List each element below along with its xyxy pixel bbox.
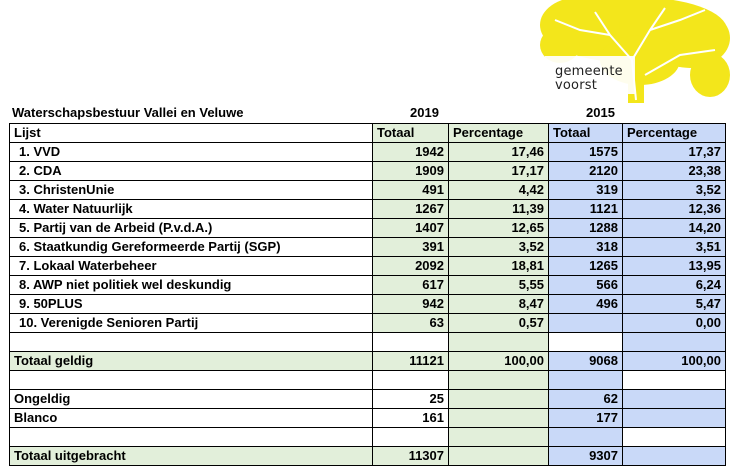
- percentage-2015: 14,20: [623, 219, 726, 238]
- table-row: [10, 238, 726, 257]
- percentage-2015: 13,95: [623, 257, 726, 276]
- spacer-cell: [549, 371, 623, 390]
- votes-2019: 63: [373, 314, 449, 333]
- column-header-totaal-2015: Totaal: [549, 124, 623, 143]
- spacer-cell: [449, 333, 549, 352]
- spacer-cell: [549, 333, 623, 352]
- votes-2019: 942: [373, 295, 449, 314]
- spacer-cell: [623, 428, 726, 447]
- table-row: [10, 143, 726, 162]
- total-valid-label: Totaal geldig: [10, 352, 373, 371]
- table-row: [10, 276, 726, 295]
- table-row: [10, 314, 726, 333]
- percentage-2019: 17,46: [449, 143, 549, 162]
- total-cast-votes-2015: 9307: [549, 447, 623, 466]
- percentage-2015: 6,24: [623, 276, 726, 295]
- total-cast-empty-2015: [623, 447, 726, 466]
- blank-votes-empty-2019: [449, 409, 549, 428]
- votes-2019: 1942: [373, 143, 449, 162]
- year-2019-header: 2019: [410, 105, 439, 120]
- votes-2015: 1575: [549, 143, 623, 162]
- spacer-row: [10, 428, 726, 447]
- results-table: [9, 123, 726, 466]
- party-name: 10. Verenigde Senioren Partij: [10, 314, 373, 333]
- column-header-percentage-2019: Percentage: [449, 124, 549, 143]
- party-name: 1. VVD: [10, 143, 373, 162]
- table-row: [10, 257, 726, 276]
- column-header-totaal-2019: Totaal: [373, 124, 449, 143]
- invalid-label: Ongeldig: [10, 390, 373, 409]
- party-name: 3. ChristenUnie: [10, 181, 373, 200]
- spacer-cell: [449, 428, 549, 447]
- invalid-empty-2019: [449, 390, 549, 409]
- spacer-cell: [449, 371, 549, 390]
- votes-2019: 491: [373, 181, 449, 200]
- votes-2019: 1909: [373, 162, 449, 181]
- total-valid-percentage-2015: 100,00: [623, 352, 726, 371]
- votes-2019: 617: [373, 276, 449, 295]
- percentage-2019: 3,52: [449, 238, 549, 257]
- spacer-cell: [10, 333, 373, 352]
- party-name: 2. CDA: [10, 162, 373, 181]
- votes-2015: [549, 314, 623, 333]
- invalid-votes-2019: 25: [373, 390, 449, 409]
- percentage-2015: 12,36: [623, 200, 726, 219]
- percentage-2019: 18,81: [449, 257, 549, 276]
- spacer-cell: [373, 371, 449, 390]
- total-valid-row: [10, 352, 726, 371]
- spacer-cell: [623, 333, 726, 352]
- spacer-cell: [549, 428, 623, 447]
- votes-2015: 318: [549, 238, 623, 257]
- votes-2015: 496: [549, 295, 623, 314]
- logo-text-line2: voorst: [555, 78, 598, 93]
- party-name: 4. Water Natuurlijk: [10, 200, 373, 219]
- votes-2015: 1288: [549, 219, 623, 238]
- invalid-row: [10, 390, 726, 409]
- blank-votes-2019: 161: [373, 409, 449, 428]
- votes-2015: 1265: [549, 257, 623, 276]
- party-name: 7. Lokaal Waterbeheer: [10, 257, 373, 276]
- percentage-2019: 17,17: [449, 162, 549, 181]
- year-2015-header: 2015: [586, 105, 615, 120]
- logo-text-line1: gemeente: [555, 64, 623, 79]
- spacer-row: [10, 333, 726, 352]
- votes-2015: 319: [549, 181, 623, 200]
- column-header-lijst: Lijst: [10, 124, 373, 143]
- invalid-votes-2015: 62: [549, 390, 623, 409]
- blank-votes-row: [10, 409, 726, 428]
- party-name: 6. Staatkundig Gereformeerde Partij (SGP): [10, 238, 373, 257]
- percentage-2015: 17,37: [623, 143, 726, 162]
- total-cast-empty-2019: [449, 447, 549, 466]
- votes-2019: 2092: [373, 257, 449, 276]
- party-name: 5. Partij van de Arbeid (P.v.d.A.): [10, 219, 373, 238]
- invalid-empty-2015: [623, 390, 726, 409]
- votes-2019: 1267: [373, 200, 449, 219]
- blank-votes-label: Blanco: [10, 409, 373, 428]
- table-row: [10, 162, 726, 181]
- table-row: [10, 219, 726, 238]
- percentage-2019: 8,47: [449, 295, 549, 314]
- spacer-cell: [10, 428, 373, 447]
- table-row: [10, 295, 726, 314]
- percentage-2019: 12,65: [449, 219, 549, 238]
- party-name: 9. 50PLUS: [10, 295, 373, 314]
- total-cast-row: [10, 447, 726, 466]
- votes-2019: 391: [373, 238, 449, 257]
- percentage-2019: 5,55: [449, 276, 549, 295]
- votes-2019: 1407: [373, 219, 449, 238]
- total-cast-votes-2019: 11307: [373, 447, 449, 466]
- page-title: Waterschapsbestuur Vallei en Veluwe: [12, 105, 244, 120]
- percentage-2019: 11,39: [449, 200, 549, 219]
- percentage-2015: 5,47: [623, 295, 726, 314]
- spacer-row: [10, 371, 726, 390]
- percentage-2019: 0,57: [449, 314, 549, 333]
- votes-2015: 1121: [549, 200, 623, 219]
- table-header-row: [10, 124, 726, 143]
- votes-2015: 2120: [549, 162, 623, 181]
- total-valid-percentage-2019: 100,00: [449, 352, 549, 371]
- party-name: 8. AWP niet politiek wel deskundig: [10, 276, 373, 295]
- percentage-2019: 4,42: [449, 181, 549, 200]
- blank-votes-2015: 177: [549, 409, 623, 428]
- spacer-cell: [373, 428, 449, 447]
- spacer-cell: [10, 371, 373, 390]
- percentage-2015: 23,38: [623, 162, 726, 181]
- spacer-cell: [373, 333, 449, 352]
- spacer-cell: [623, 371, 726, 390]
- percentage-2015: 0,00: [623, 314, 726, 333]
- percentage-2015: 3,51: [623, 238, 726, 257]
- table-row: [10, 181, 726, 200]
- percentage-2015: 3,52: [623, 181, 726, 200]
- votes-2015: 566: [549, 276, 623, 295]
- total-valid-votes-2015: 9068: [549, 352, 623, 371]
- column-header-percentage-2015: Percentage: [623, 124, 726, 143]
- total-cast-label: Totaal uitgebracht: [10, 447, 373, 466]
- gemeente-voorst-logo: [540, 0, 730, 103]
- total-valid-votes-2019: 11121: [373, 352, 449, 371]
- blank-votes-empty-2015: [623, 409, 726, 428]
- table-row: [10, 200, 726, 219]
